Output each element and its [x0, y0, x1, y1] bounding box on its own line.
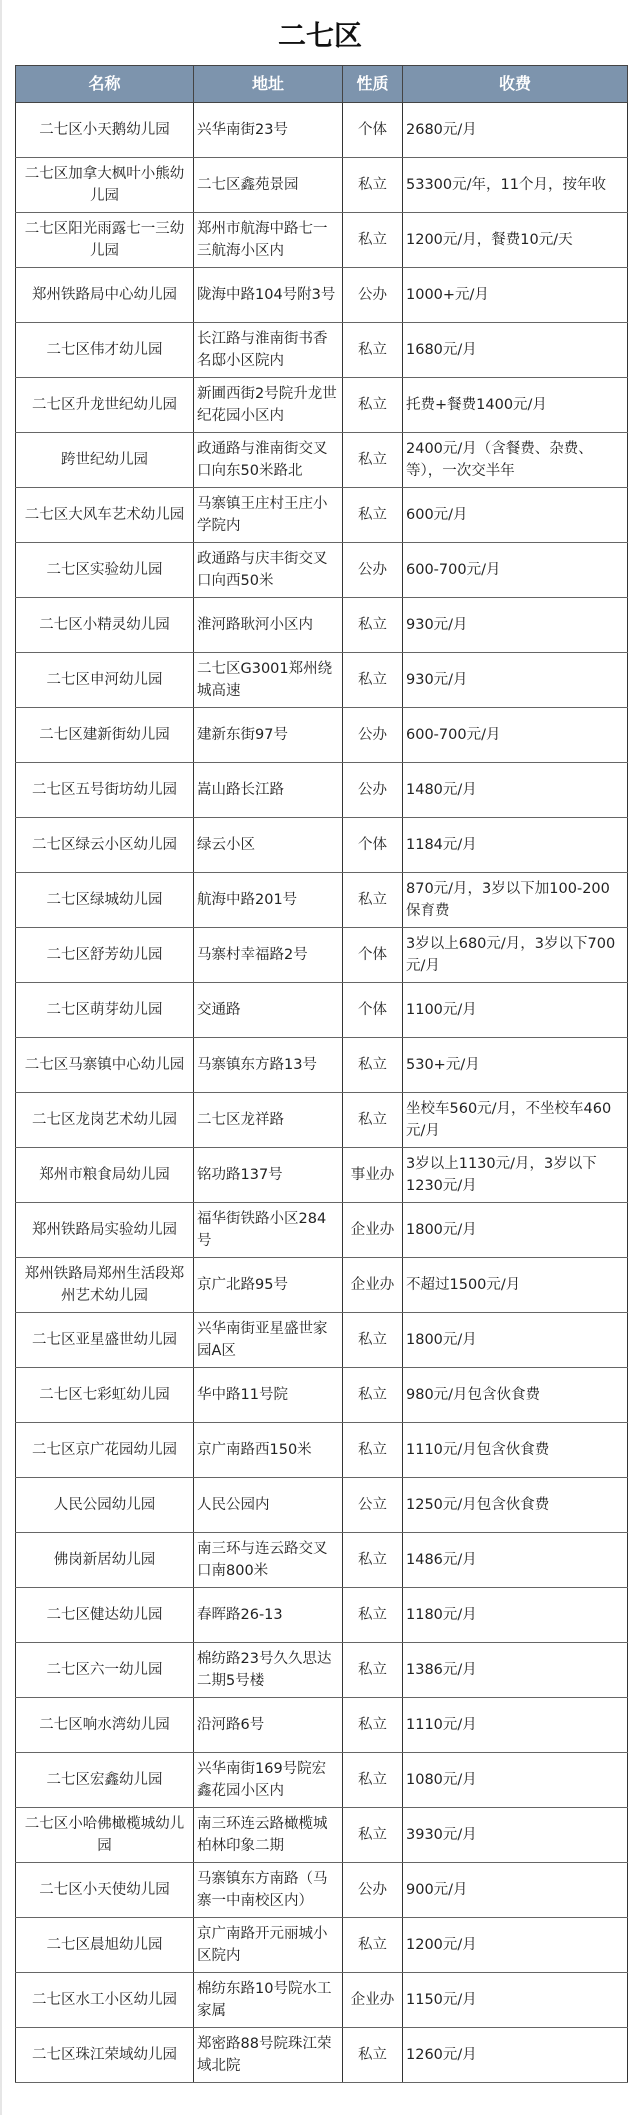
cell-address: 航海中路201号: [194, 873, 343, 928]
cell-type: 私立: [343, 2028, 403, 2083]
table-row: [16, 1368, 628, 1423]
cell-name: 二七区响水湾幼儿园: [16, 1698, 194, 1753]
cell-type: 公立: [343, 1478, 403, 1533]
cell-address: 二七区龙祥路: [194, 1093, 343, 1148]
cell-fee: 1386元/月: [403, 1643, 628, 1698]
cell-fee: 2680元/月: [403, 103, 628, 158]
cell-name: 郑州铁路局实验幼儿园: [16, 1203, 194, 1258]
cell-fee: 1250元/月包含伙食费: [403, 1478, 628, 1533]
table-row: [16, 818, 628, 873]
cell-name: 二七区五号街坊幼儿园: [16, 763, 194, 818]
table-row: [16, 708, 628, 763]
cell-type: 公办: [343, 763, 403, 818]
cell-address: 建新东街97号: [194, 708, 343, 763]
cell-address: 铭功路137号: [194, 1148, 343, 1203]
cell-address: 春晖路26-13: [194, 1588, 343, 1643]
cell-fee: 1480元/月: [403, 763, 628, 818]
cell-address: 嵩山路长江路: [194, 763, 343, 818]
cell-address: 兴华南街23号: [194, 103, 343, 158]
cell-fee: 1184元/月: [403, 818, 628, 873]
cell-name: 二七区小精灵幼儿园: [16, 598, 194, 653]
cell-name: 二七区七彩虹幼儿园: [16, 1368, 194, 1423]
cell-fee: 1200元/月，餐费10元/天: [403, 213, 628, 268]
cell-type: 企业办: [343, 1258, 403, 1313]
cell-address: 人民公园内: [194, 1478, 343, 1533]
cell-name: 二七区马寨镇中心幼儿园: [16, 1038, 194, 1093]
cell-address: 马寨村幸福路2号: [194, 928, 343, 983]
table-row: [16, 1093, 628, 1148]
cell-address: 政通路与淮南街交叉口向东50米路北: [194, 433, 343, 488]
cell-fee: 600-700元/月: [403, 543, 628, 598]
cell-address: 淮河路耿河小区内: [194, 598, 343, 653]
cell-fee: 不超过1500元/月: [403, 1258, 628, 1313]
cell-name: 二七区伟才幼儿园: [16, 323, 194, 378]
table-row: [16, 1918, 628, 1973]
kindergarten-table: [15, 65, 628, 2083]
cell-type: 私立: [343, 1533, 403, 1588]
table-row: [16, 488, 628, 543]
cell-address: 马寨镇东方路13号: [194, 1038, 343, 1093]
cell-type: 私立: [343, 1753, 403, 1808]
header-fee: 收费: [403, 66, 628, 103]
cell-address: 京广北路95号: [194, 1258, 343, 1313]
cell-type: 私立: [343, 488, 403, 543]
cell-address: 华中路11号院: [194, 1368, 343, 1423]
table-row: [16, 1258, 628, 1313]
cell-address: 郑密路88号院珠江荣域北院: [194, 2028, 343, 2083]
cell-address: 长江路与淮南街书香名邸小区院内: [194, 323, 343, 378]
cell-name: 二七区晨旭幼儿园: [16, 1918, 194, 1973]
table-row: [16, 1313, 628, 1368]
cell-type: 公办: [343, 708, 403, 763]
cell-fee: 2400元/月（含餐费、杂费、等），一次交半年: [403, 433, 628, 488]
cell-address: 郑州市航海中路七一三航海小区内: [194, 213, 343, 268]
cell-fee: 870元/月，3岁以下加100-200保育费: [403, 873, 628, 928]
table-row: [16, 378, 628, 433]
cell-address: 马寨镇王庄村王庄小学院内: [194, 488, 343, 543]
table-row: [16, 983, 628, 1038]
cell-type: 私立: [343, 1918, 403, 1973]
cell-name: 二七区六一幼儿园: [16, 1643, 194, 1698]
cell-fee: 托费+餐费1400元/月: [403, 378, 628, 433]
table-row: [16, 1753, 628, 1808]
table-row: [16, 1148, 628, 1203]
table-row: [16, 268, 628, 323]
cell-name: 二七区亚星盛世幼儿园: [16, 1313, 194, 1368]
cell-fee: 1080元/月: [403, 1753, 628, 1808]
cell-address: 二七区G3001郑州绕城高速: [194, 653, 343, 708]
cell-fee: 980元/月包含伙食费: [403, 1368, 628, 1423]
cell-fee: 1150元/月: [403, 1973, 628, 2028]
table-row: [16, 1643, 628, 1698]
cell-name: 二七区小天鹅幼儿园: [16, 103, 194, 158]
cell-name: 二七区萌芽幼儿园: [16, 983, 194, 1038]
cell-type: 私立: [343, 1808, 403, 1863]
cell-fee: 930元/月: [403, 598, 628, 653]
table-row: [16, 1423, 628, 1478]
page-edge: [0, 0, 2, 2115]
cell-address: 政通路与庆丰街交叉口向西50米: [194, 543, 343, 598]
table-row: [16, 1698, 628, 1753]
table-row: [16, 433, 628, 488]
table-row: [16, 1973, 628, 2028]
cell-type: 私立: [343, 1698, 403, 1753]
cell-fee: 530+元/月: [403, 1038, 628, 1093]
cell-fee: 1800元/月: [403, 1313, 628, 1368]
cell-fee: 1260元/月: [403, 2028, 628, 2083]
cell-name: 二七区小天使幼儿园: [16, 1863, 194, 1918]
cell-fee: 930元/月: [403, 653, 628, 708]
table-row: [16, 543, 628, 598]
cell-fee: 900元/月: [403, 1863, 628, 1918]
cell-address: 棉纺东路10号院水工家属: [194, 1973, 343, 2028]
cell-address: 兴华南街169号院宏鑫花园小区内: [194, 1753, 343, 1808]
cell-type: 私立: [343, 1368, 403, 1423]
table-row: [16, 928, 628, 983]
header-name: 名称: [16, 66, 194, 103]
cell-type: 个体: [343, 983, 403, 1038]
cell-name: 二七区京广花园幼儿园: [16, 1423, 194, 1478]
cell-type: 私立: [343, 1643, 403, 1698]
cell-fee: 1486元/月: [403, 1533, 628, 1588]
cell-address: 绿云小区: [194, 818, 343, 873]
cell-type: 私立: [343, 1588, 403, 1643]
cell-address: 新圃西街2号院升龙世纪花园小区内: [194, 378, 343, 433]
cell-type: 私立: [343, 598, 403, 653]
page-title: 二七区: [277, 19, 362, 52]
cell-type: 公办: [343, 1863, 403, 1918]
table-row: [16, 598, 628, 653]
header-address: 地址: [194, 66, 343, 103]
cell-type: 私立: [343, 1313, 403, 1368]
cell-address: 二七区鑫苑景园: [194, 158, 343, 213]
cell-address: 沿河路6号: [194, 1698, 343, 1753]
cell-name: 二七区健达幼儿园: [16, 1588, 194, 1643]
cell-type: 私立: [343, 213, 403, 268]
cell-name: 二七区龙岗艺术幼儿园: [16, 1093, 194, 1148]
cell-type: 私立: [343, 1423, 403, 1478]
cell-address: 交通路: [194, 983, 343, 1038]
table-header-row: [16, 66, 628, 103]
cell-fee: 53300元/年，11个月，按年收: [403, 158, 628, 213]
cell-name: 二七区升龙世纪幼儿园: [16, 378, 194, 433]
cell-type: 公办: [343, 543, 403, 598]
cell-name: 郑州市粮食局幼儿园: [16, 1148, 194, 1203]
cell-name: 佛岗新居幼儿园: [16, 1533, 194, 1588]
cell-type: 个体: [343, 928, 403, 983]
table-row: [16, 1588, 628, 1643]
cell-name: 二七区阳光雨露七一三幼儿园: [16, 213, 194, 268]
table-row: [16, 873, 628, 928]
cell-fee: 坐校车560元/月，不坐校车460元/月: [403, 1093, 628, 1148]
cell-name: 二七区大风车艺术幼儿园: [16, 488, 194, 543]
table-row: [16, 158, 628, 213]
cell-fee: 1100元/月: [403, 983, 628, 1038]
cell-name: 二七区舒芳幼儿园: [16, 928, 194, 983]
cell-name: 跨世纪幼儿园: [16, 433, 194, 488]
cell-address: 马寨镇东方南路（马寨一中南校区内）: [194, 1863, 343, 1918]
table-row: [16, 1478, 628, 1533]
cell-name: 二七区宏鑫幼儿园: [16, 1753, 194, 1808]
cell-type: 私立: [343, 1038, 403, 1093]
table-row: [16, 213, 628, 268]
cell-name: 二七区珠江荣域幼儿园: [16, 2028, 194, 2083]
cell-fee: 1200元/月: [403, 1918, 628, 1973]
cell-type: 私立: [343, 1093, 403, 1148]
cell-name: 二七区建新街幼儿园: [16, 708, 194, 763]
cell-fee: 1800元/月: [403, 1203, 628, 1258]
cell-address: 福华街铁路小区284号: [194, 1203, 343, 1258]
cell-fee: 1110元/月: [403, 1698, 628, 1753]
cell-fee: 1680元/月: [403, 323, 628, 378]
cell-fee: 1110元/月包含伙食费: [403, 1423, 628, 1478]
cell-fee: 3岁以上1130元/月，3岁以下1230元/月: [403, 1148, 628, 1203]
cell-name: 郑州铁路局郑州生活段郑州艺术幼儿园: [16, 1258, 194, 1313]
cell-type: 私立: [343, 873, 403, 928]
header-type: 性质: [343, 66, 403, 103]
table-row: [16, 763, 628, 818]
table-row: [16, 103, 628, 158]
cell-name: 郑州铁路局中心幼儿园: [16, 268, 194, 323]
cell-address: 陇海中路104号附3号: [194, 268, 343, 323]
cell-type: 私立: [343, 653, 403, 708]
cell-name: 二七区绿云小区幼儿园: [16, 818, 194, 873]
cell-fee: 3岁以上680元/月，3岁以下700元/月: [403, 928, 628, 983]
table-row: [16, 1808, 628, 1863]
cell-fee: 600元/月: [403, 488, 628, 543]
cell-fee: 3930元/月: [403, 1808, 628, 1863]
cell-address: 棉纺路23号久久思达二期5号楼: [194, 1643, 343, 1698]
cell-fee: 1180元/月: [403, 1588, 628, 1643]
cell-type: 私立: [343, 378, 403, 433]
cell-address: 京广南路开元丽城小区院内: [194, 1918, 343, 1973]
cell-fee: 1000+元/月: [403, 268, 628, 323]
cell-name: 二七区水工小区幼儿园: [16, 1973, 194, 2028]
cell-name: 二七区加拿大枫叶小熊幼儿园: [16, 158, 194, 213]
cell-address: 兴华南街亚星盛世家园A区: [194, 1313, 343, 1368]
table-row: [16, 1533, 628, 1588]
table-row: [16, 1203, 628, 1258]
cell-address: 京广南路西150米: [194, 1423, 343, 1478]
cell-type: 公办: [343, 268, 403, 323]
cell-type: 私立: [343, 433, 403, 488]
cell-name: 二七区申河幼儿园: [16, 653, 194, 708]
cell-name: 人民公园幼儿园: [16, 1478, 194, 1533]
table-row: [16, 323, 628, 378]
cell-type: 私立: [343, 323, 403, 378]
cell-name: 二七区绿城幼儿园: [16, 873, 194, 928]
cell-address: 南三环与连云路交叉口南800米: [194, 1533, 343, 1588]
table-row: [16, 2028, 628, 2083]
cell-type: 个体: [343, 103, 403, 158]
cell-fee: 600-700元/月: [403, 708, 628, 763]
cell-type: 企业办: [343, 1973, 403, 2028]
cell-type: 事业办: [343, 1148, 403, 1203]
cell-type: 个体: [343, 818, 403, 873]
cell-name: 二七区小哈佛橄榄城幼儿园: [16, 1808, 194, 1863]
cell-address: 南三环连云路橄榄城柏林印象二期: [194, 1808, 343, 1863]
table-row: [16, 1038, 628, 1093]
table-row: [16, 1863, 628, 1918]
cell-type: 企业办: [343, 1203, 403, 1258]
cell-type: 私立: [343, 158, 403, 213]
cell-name: 二七区实验幼儿园: [16, 543, 194, 598]
table-row: [16, 653, 628, 708]
